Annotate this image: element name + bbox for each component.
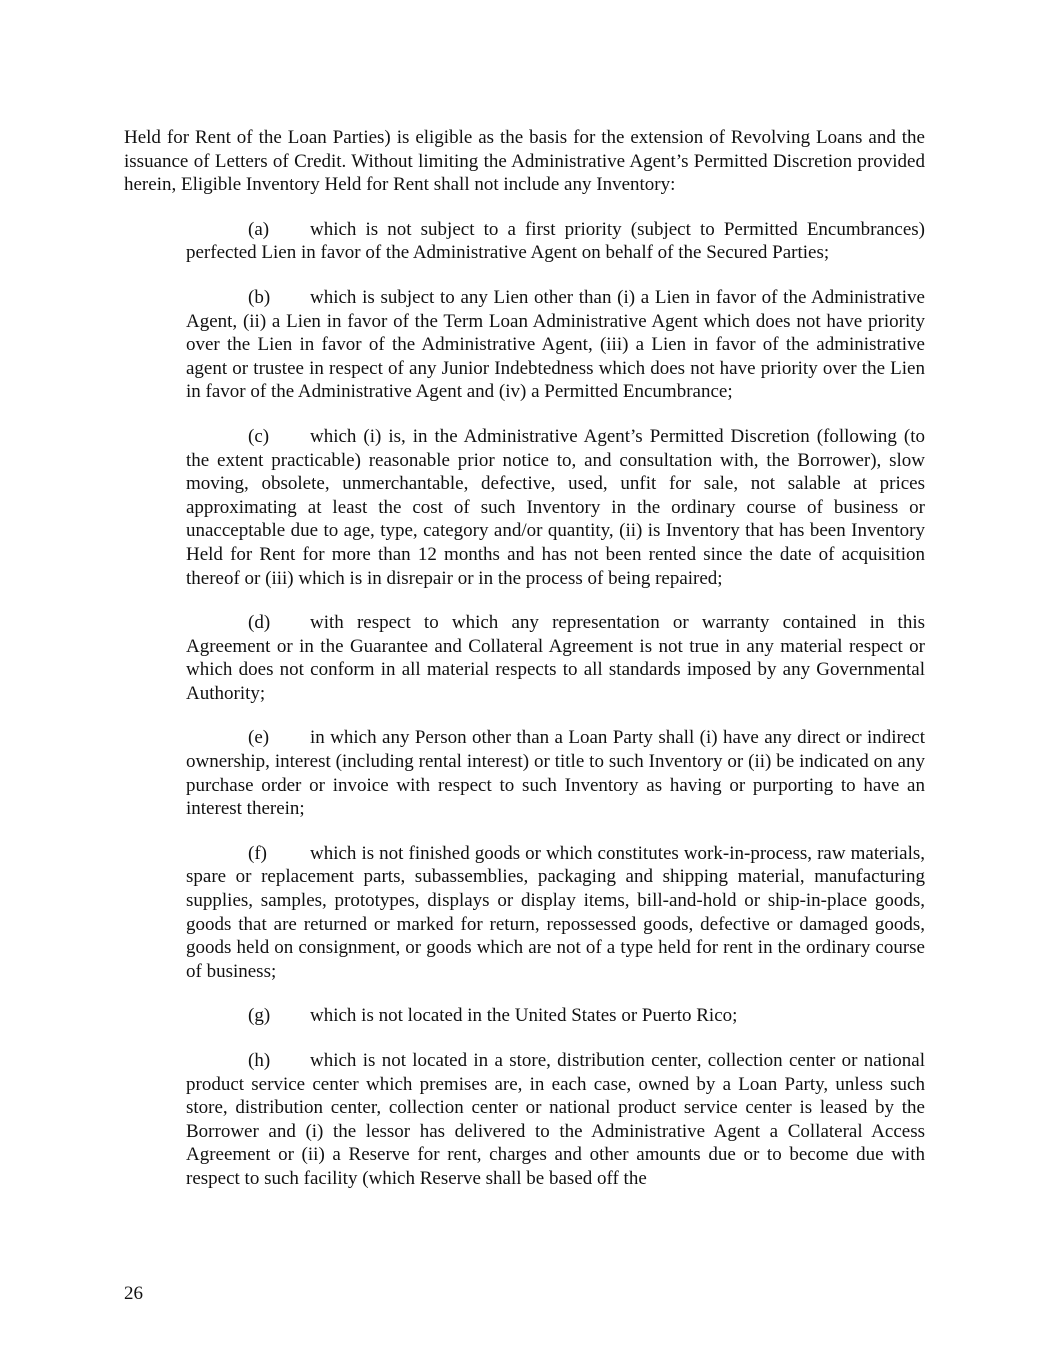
clause-f [186, 842, 925, 984]
clause-text: which is not finished goods or which constitutes work-in-process, raw materials, spare or replacement parts, subassemblies, packaging and shipping material, manufacturing supplies, samples, prototypes, displays or display items, bill-and-hold or ship-in-place goods, goods that are returned or marked for return, repossessed goods, defective or damaged goods, goods held on consignment, or goods which are not of a type held for rent in the ordinary course of business; [186, 842, 925, 982]
clause-label: (f) [248, 842, 267, 864]
page-number: 26 [124, 1283, 143, 1304]
clause-text: which is not located in the United States or Puerto Rico; [310, 1005, 738, 1027]
clause-e [186, 726, 925, 820]
clause-label: (e) [248, 727, 270, 749]
clause-text: with respect to which any representation or warranty contained in this Agreement or in the Guarantee and Collateral Agreement is not true in any material respect or which does not conform in all material respects to all standards imposed by any Governmental Authority; [186, 612, 925, 704]
clause-g [186, 1004, 925, 1028]
clause-label: (d) [248, 612, 271, 634]
clause-text: in which any Person other than a Loan Party shall (i) have any direct or indirect ownership, interest (including rental interest) or title to such Inventory or (ii) be indicated on any purchase order or invoice with respect to such Inventory as having or purporting to have an interest therein; [186, 727, 925, 820]
clause-label: (b) [248, 286, 271, 308]
clause-text: which (i) is, in the Administrative Agent’s Permitted Discretion (following (to the extent practicable) reasonable prior notice to, and consultation with, the Borrower), slow moving, obsolete, unmerchantable, defective, used, unfit for sale, not salable at prices approximating at least the cost of such Inventory in the ordinary course of business or unacceptable due to age, type, category and/or quantity, (ii) is Inventory that has been Inventory Held for Rent for more than 12 months and has not been rented since the date of acquisition thereof or (iii) which is in disrepair or in the process of being repaired; [186, 425, 925, 589]
clause-h [186, 1049, 925, 1191]
clause-b [186, 286, 925, 404]
clause-d [186, 611, 925, 705]
clause-label: (g) [248, 1005, 271, 1027]
clause-text: which is not located in a store, distribution center, collection center or national product service center which premises are, in each case, owned by a Loan Party, unless such store, distribution center, collection center or national product service center is leased by the Borrower and (i) the lessor has delivered to the Administrative Agent a Collateral Access Agreement or (ii) a Reserve for rent, charges and other amounts due or to become due with respect to such facility (which Reserve shall be based off the [186, 1050, 925, 1189]
clause-a [186, 218, 925, 265]
clause-label: (c) [248, 425, 270, 447]
clause-c [186, 425, 925, 590]
intro-paragraph: Held for Rent of the Loan Parties) is eligible as the basis for the extension of Revolving Loans and the issuance of Letters of Credit. Without limiting the Administrative Agent’s Permitted Discretion provided herein, Eligible Inventory Held for Rent shall not include any Inventory: [124, 127, 925, 196]
clause-text: which is subject to any Lien other than (i) a Lien in favor of the Administrative Agent, (ii) a Lien in favor of the Term Loan Administrative Agent which does not have priority over the Lien in favor of the Administrative Agent, (iii) a Lien in favor of the administrative agent or trustee in respect of any Junior Indebtedness which does not have priority over the Lien in favor of the Administrative Agent and (iv) a Permitted Encumbrance; [186, 286, 925, 403]
clause-text: which is not subject to a first priority (subject to Permitted Encumbrances) perfected Lien in favor of the Administrative Agent on behalf of the Secured Parties; [186, 218, 925, 264]
clause-label: (a) [248, 218, 270, 240]
document-body [124, 126, 925, 1191]
clause-label: (h) [248, 1050, 271, 1071]
